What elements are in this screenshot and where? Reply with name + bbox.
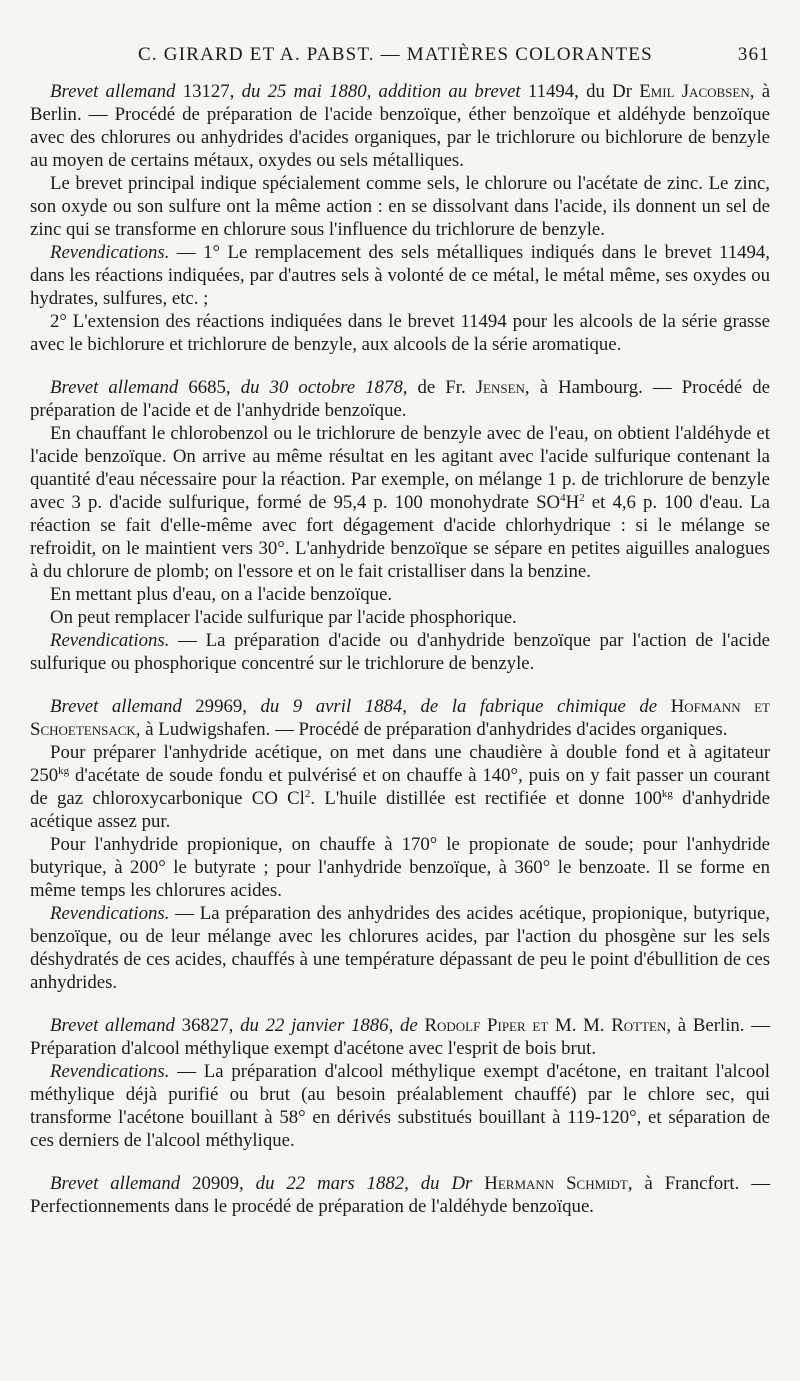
patent-claims [30,1060,770,1152]
section-gap [30,356,770,376]
patent-title-label: Brevet allemand [50,377,179,398]
claims-text: — La préparation d'acide ou d'anhydride benzoïque par l'action de l'acide sulfurique ou phosphorique concentré sur le trichlorure de benzyle. [30,630,770,674]
patent-entry [30,1172,770,1218]
patent-paragraph [30,741,770,833]
page-body [30,80,770,1218]
running-head: C. GIRARD ET A. PABST. — MATIÈRES COLORANTES [138,44,653,65]
patent-author: Rodolf Piper et M. M. Rotten, [424,1015,672,1036]
paragraph-text: H [565,492,580,513]
superscript: kg [58,765,70,777]
section-gap [30,1152,770,1172]
patent-entry [30,376,770,675]
section-gap [30,675,770,695]
patent-heading [30,376,770,422]
patent-number: 13127, [182,81,235,102]
paragraph-text: d'anhydride acétique assez pur. [30,788,770,832]
paragraph-text: En chauffant le chlorobenzol ou le trichlorure de benzyle avec de l'eau, on obtient l'aldéhyde et l'acide benzoïque. On arrive au même résultat en les agitant avec l'acide sulfurique contenant la quantité d'eau nécessaire pour la réaction. Par exemple, on mélange 1 p. de trichlorure de benzyle avec 3 p. d'acide sulfurique, formé de 95,4 p. 100 monohydrate SO [30,423,770,513]
claims-label: Revendications. [50,630,170,651]
patent-location: à Francfort. [644,1173,740,1194]
patent-location: à Berlin. [30,81,771,125]
claims-label: Revendications. [50,903,170,924]
patent-date: du 22 janvier 1886, de [240,1015,418,1036]
paragraph-text: d'acétate de soude fondu et pulvérisé et on chauffe à 140°, puis on y fait passer un courant de gaz chloroxycarbonique CO Cl [30,765,770,809]
patent-author: Hofmann et Schoetensack, [30,696,771,740]
patent-number: 36827, [181,1015,234,1036]
patent-number: 29969, [195,696,247,717]
patent-date: du 9 avril 1884, de la fabrique chimique de [260,696,658,717]
superscript: 2 [304,788,311,800]
patent-title-label: Brevet allemand [50,81,176,102]
paragraph-text: . L'huile distillée est rectifiée et donne 100 [310,788,662,809]
patent-heading [30,695,770,741]
patent-description: — Procédé de préparation d'anhydrides d'acides organiques. [275,719,728,740]
patent-author: Hermann Schmidt, [484,1173,633,1194]
author-prefix: de Fr. [417,377,466,398]
superscript: 2 [579,492,585,504]
patent-author: Emil Jacobsen, [639,81,755,102]
patent-date: du 25 mai 1880, addition au brevet [241,81,521,102]
paragraph-text: et 4,6 p. 100 d'eau. La réaction se fait d'elle-même avec fort dégagement d'acide chlorhydrique : si le mélange se refroidit, on le maintient vers 30°. L'anhydride benzoïque se sépare en petites aiguilles analogues à du chlorure de plomb; on l'essore et on le fait cristalliser dans la benzine. [30,492,770,582]
patent-author: Jensen, [475,377,530,398]
patent-description: — Préparation d'alcool méthylique exempt d'acétone avec l'esprit de bois brut. [30,1015,771,1059]
patent-description: — Procédé de préparation de l'acide et de l'anhydride benzoïque. [30,377,771,421]
page-header [34,44,770,70]
superscript: 4 [560,492,566,504]
patent-location: à Berlin. [677,1015,745,1036]
claims-text: — 1° Le remplacement des sels métalliques indiqués dans le brevet 11494, dans les réactions indiquées, par d'autres sels à volonté de ce métal, le métal même, ses oxydes ou hydrates, sulfures, etc. ; [30,242,770,309]
patent-description: — Procédé de préparation de l'acide benzoïque, éther benzoïque et aldéhyde benzoïque avec des chlorures ou anhydrides d'acides organiques, par le trichlorure ou bichlorure de benzyle au moyen de certains métaux, oxydes ou sels métalliques. [30,104,771,171]
patent-entry [30,80,770,356]
page-number: 361 [737,44,770,65]
patent-paragraph: Le brevet principal indique spécialement comme sels, le chlorure ou l'acétate de zinc. Le zinc, son oxyde ou son sulfure ont la même action : en se dissolvant dans l'acide, ils donnent un sel de zinc qui se transforme en chlorure sous l'influence du trichlorure de benzyle. [30,173,770,240]
patent-entry [30,695,770,994]
section-gap [30,994,770,1014]
patent-paragraph: En mettant plus d'eau, on a l'acide benzoïque. [50,584,393,605]
patent-paragraph [30,422,770,583]
patent-claims [30,241,770,310]
patent-number: 6685, [188,377,231,398]
patent-date: du 30 octobre 1878, [240,377,408,398]
claims-label: Revendications. [50,1061,170,1082]
claims-text: — La préparation d'alcool méthylique exempt d'acétone, en traitant l'alcool méthylique déjà purifié ou brut (au besoin préalablement chauffé) par le chlore sec, qui transforme l'acétone bouillant à 58° en dérivés substitués bouillant à 119-120°, et séparation de ces derniers de l'alcool méthylique. [30,1061,770,1151]
patent-location: à Ludwigshafen. [145,719,271,740]
patent-date: du 22 mars 1882, du Dr [255,1173,473,1194]
claims-text: — La préparation des anhydrides des acides acétique, propionique, butyrique, benzoïque, ou de leur mélange avec les chlorures acides, par l'action du phosgène sur les sels déshydratés de ces acides, chauffés à une température dépassant de peu le point d'ébullition de ces anhydrides. [30,903,770,993]
claims-label: Revendications. [50,242,170,263]
paragraph-text: Pour préparer l'anhydride acétique, on met dans une chaudière à double fond et à agitateur 250 [30,742,770,786]
patent-title-label: Brevet allemand [50,1015,175,1036]
patent-title-label: Brevet allemand [50,1173,181,1194]
patent-claims [30,629,770,675]
superscript: kg [661,788,673,800]
patent-heading [30,1014,770,1060]
author-prefix: du Dr [586,81,632,102]
patent-description: — Perfectionnements dans le procédé de préparation de l'aldéhyde benzoïque. [30,1173,771,1217]
patent-location: à Hambourg. [539,377,643,398]
patent-claims [30,902,770,994]
patent-ref-number: 11494, [527,81,579,102]
patent-heading [30,80,770,172]
patent-number: 20909, [192,1173,244,1194]
patent-entry [30,1014,770,1152]
patent-paragraph: On peut remplacer l'acide sulfurique par l'acide phosphorique. [50,607,517,628]
patent-paragraph: Pour l'anhydride propionique, on chauffe à 170° le propionate de soude; pour l'anhydride butyrique, à 200° le butyrate ; pour l'anhydride benzoïque, à 360° le benzoate. Il se forme en même temps les chlorures acides. [30,834,770,901]
patent-heading [30,1172,770,1218]
patent-title-label: Brevet allemand [50,696,182,717]
patent-claims-continued: 2° L'extension des réactions indiquées dans le brevet 11494 pour les alcools de la série grasse avec le bichlorure et trichlorure de benzyle, aux alcools de la série aromatique. [30,311,770,355]
